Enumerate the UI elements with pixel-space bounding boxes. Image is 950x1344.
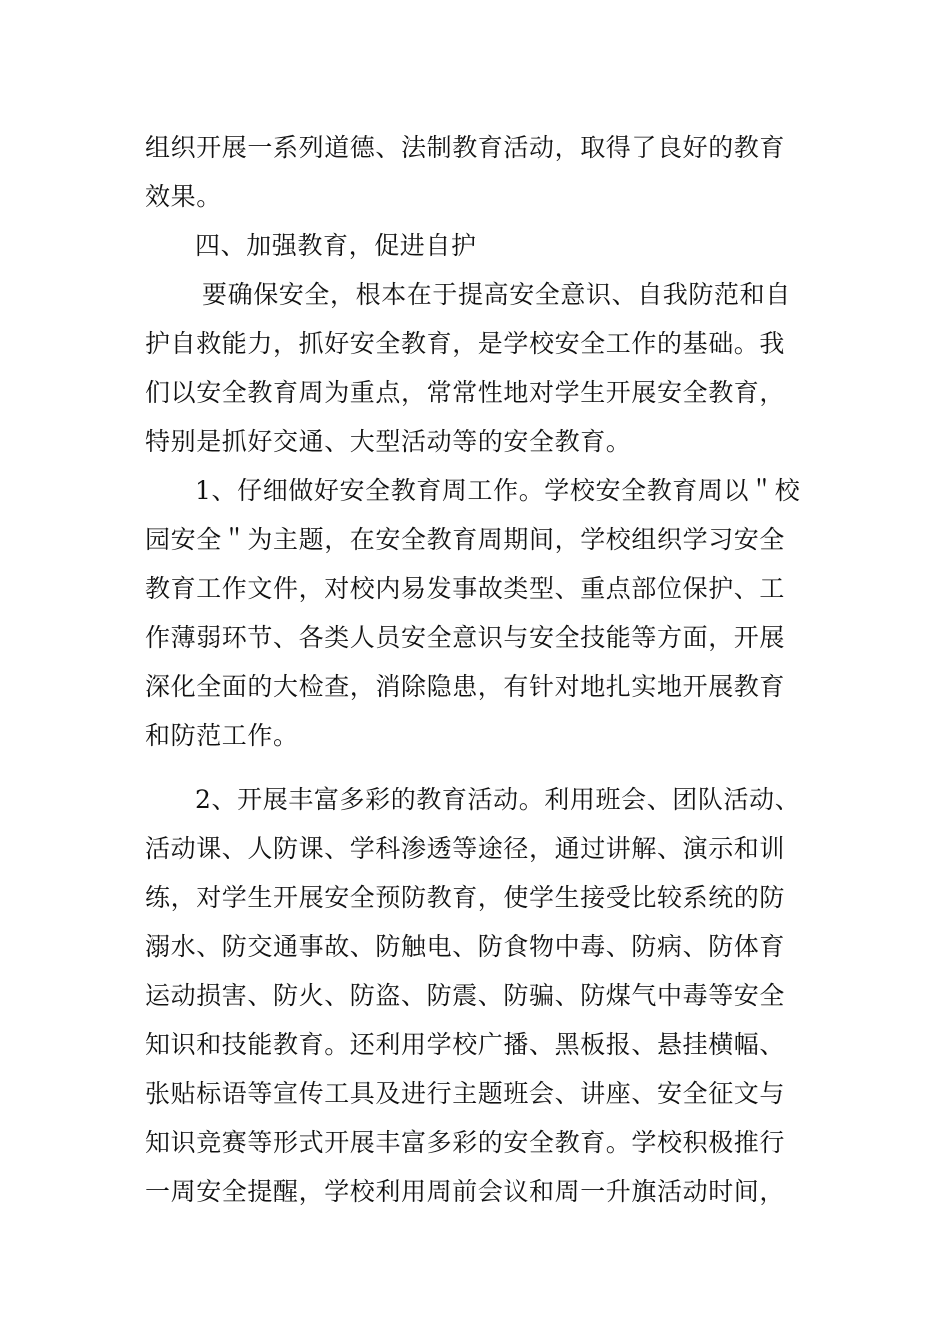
text-line: 练，对学生开展安全预防教育，使学生接受比较系统的防 [145, 883, 786, 912]
heading-text: 四、加强教育，促进自护 [195, 231, 477, 260]
text-line: 知识竞赛等形式开展丰富多彩的安全教育。学校积极推行 [145, 1128, 786, 1157]
text-line: 和防范工作。 [145, 721, 299, 750]
paragraph-continuation [145, 123, 810, 221]
text-line: 们以安全教育周为重点，常常性地对学生开展安全教育， [145, 378, 786, 407]
text-line: 活动课、人防课、学科渗透等途径，通过讲解、演示和训 [145, 834, 786, 863]
text-line: 一周安全提醒，学校利用周前会议和周一升旗活动时间， [145, 1177, 786, 1206]
document-body [145, 123, 810, 1216]
paragraph-item-2 [145, 775, 810, 1216]
text-line: 园安全＂为主题，在安全教育周期间，学校组织学习安全 [145, 525, 786, 554]
text-line: 2、开展丰富多彩的教育活动。利用班会、团队活动、 [195, 785, 801, 814]
text-line: 1、仔细做好安全教育周工作。学校安全教育周以＂校 [195, 476, 801, 505]
text-line: 深化全面的大检查，消除隐患，有针对地扎实地开展教育 [145, 672, 786, 701]
text-line: 运动损害、防火、防盗、防震、防骗、防煤气中毒等安全 [145, 981, 786, 1010]
text-line: 效果。 [145, 182, 222, 211]
text-line: 作薄弱环节、各类人员安全意识与安全技能等方面，开展 [145, 623, 786, 652]
text-line: 特别是抓好交通、大型活动等的安全教育。 [145, 427, 632, 456]
paragraph-safety-intro [145, 270, 810, 466]
text-line: 组织开展一系列道德、法制教育活动，取得了良好的教育 [145, 133, 786, 162]
paragraph-spacer [145, 760, 810, 775]
section-heading [145, 221, 810, 270]
text-line: 知识和技能教育。还利用学校广播、黑板报、悬挂横幅、 [145, 1030, 786, 1059]
text-line: 护自救能力，抓好安全教育，是学校安全工作的基础。我 [145, 329, 786, 358]
text-line: 溺水、防交通事故、防触电、防食物中毒、防病、防体育 [145, 932, 786, 961]
text-line: 张贴标语等宣传工具及进行主题班会、讲座、安全征文与 [145, 1079, 786, 1108]
paragraph-item-1 [145, 466, 810, 760]
text-line: 教育工作文件，对校内易发事故类型、重点部位保护、工 [145, 574, 786, 603]
text-line: 要确保安全，根本在于提高安全意识、自我防范和自 [202, 280, 791, 309]
